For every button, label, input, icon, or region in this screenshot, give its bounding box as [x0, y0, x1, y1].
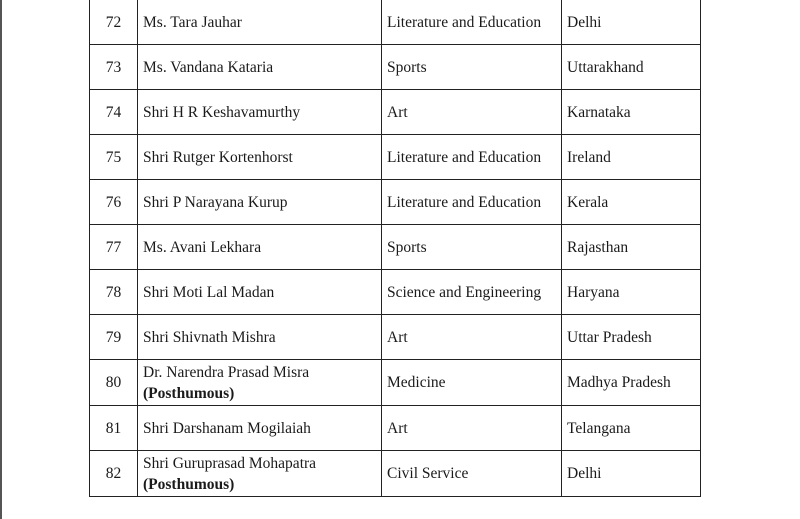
awardee-name: Ms. Vandana Kataria [143, 58, 274, 76]
field-cell [382, 315, 562, 360]
table-row [90, 406, 701, 451]
field-cell [382, 270, 562, 315]
field-cell [382, 45, 562, 90]
field-name: Science and Engineering [387, 283, 542, 301]
state-name: Uttarakhand [567, 58, 644, 76]
serial-number-cell [90, 270, 138, 315]
name-cell [138, 406, 382, 451]
name-cell [138, 315, 382, 360]
state-name: Kerala [567, 193, 609, 211]
serial-number: 81 [105, 419, 122, 437]
field-cell [382, 225, 562, 270]
name-cell [138, 225, 382, 270]
state-cell [562, 45, 701, 90]
serial-number: 80 [105, 374, 122, 391]
table-row [90, 90, 701, 135]
table-row [90, 135, 701, 180]
state-name: Madhya Pradesh [567, 374, 671, 391]
name-cell [138, 0, 382, 45]
posthumous-note: (Posthumous) [143, 475, 235, 493]
state-name: Karnataka [567, 103, 631, 121]
state-cell [562, 180, 701, 225]
state-cell [562, 270, 701, 315]
field-name: Art [387, 103, 408, 121]
awardee-name: Dr. Narendra Prasad Misra [143, 363, 310, 381]
state-cell [562, 90, 701, 135]
serial-number: 77 [105, 238, 122, 256]
field-name: Literature and Education [387, 148, 542, 166]
awardee-name: Shri Darshanam Mogilaiah [143, 419, 311, 437]
state-name: Ireland [567, 148, 611, 166]
name-cell [138, 360, 382, 406]
serial-number-cell [90, 451, 138, 497]
serial-number: 72 [105, 13, 122, 31]
serial-number-cell [90, 360, 138, 406]
name-cell [138, 45, 382, 90]
serial-number-cell [90, 225, 138, 270]
posthumous-note: (Posthumous) [143, 384, 235, 402]
serial-number-cell [90, 406, 138, 451]
state-cell [562, 451, 701, 497]
awardee-name: Shri Rutger Kortenhorst [143, 148, 293, 166]
field-name: Medicine [387, 374, 446, 391]
name-cell [138, 135, 382, 180]
serial-number: 74 [105, 103, 122, 121]
field-cell [382, 360, 562, 406]
name-cell [138, 90, 382, 135]
serial-number-cell [90, 315, 138, 360]
serial-number: 75 [105, 148, 122, 166]
table-row [90, 180, 701, 225]
state-name: Uttar Pradesh [567, 328, 652, 346]
state-name: Delhi [567, 13, 602, 31]
serial-number: 76 [105, 193, 122, 211]
serial-number-cell [90, 180, 138, 225]
field-name: Literature and Education [387, 193, 542, 211]
table-row [90, 360, 701, 406]
state-name: Telangana [567, 419, 631, 437]
field-cell [382, 135, 562, 180]
awardees-table [89, 0, 701, 497]
state-cell [562, 360, 701, 406]
name-cell [138, 451, 382, 497]
field-cell [382, 180, 562, 225]
awardee-name: Shri Guruprasad Mohapatra [143, 454, 317, 472]
state-name: Haryana [567, 283, 620, 301]
field-cell [382, 406, 562, 451]
awardee-name: Ms. Avani Lekhara [143, 238, 262, 256]
field-name: Sports [387, 58, 427, 76]
awardee-name: Ms. Tara Jauhar [143, 13, 242, 31]
state-cell [562, 0, 701, 45]
serial-number-cell [90, 0, 138, 45]
awardees-table-body [90, 0, 701, 497]
field-cell [382, 0, 562, 45]
serial-number: 82 [105, 465, 122, 482]
field-cell [382, 90, 562, 135]
state-name: Rajasthan [567, 238, 629, 256]
table-row [90, 451, 701, 497]
state-cell [562, 406, 701, 451]
table-row [90, 315, 701, 360]
serial-number: 79 [105, 328, 122, 346]
state-name: Delhi [567, 465, 602, 482]
name-cell [138, 180, 382, 225]
field-name: Art [387, 419, 408, 437]
serial-number: 78 [105, 283, 122, 301]
state-cell [562, 225, 701, 270]
field-name: Literature and Education [387, 13, 542, 31]
serial-number-cell [90, 45, 138, 90]
serial-number: 73 [105, 58, 122, 76]
awardee-name: Shri Shivnath Mishra [143, 328, 276, 346]
field-cell [382, 451, 562, 497]
state-cell [562, 315, 701, 360]
table-row [90, 270, 701, 315]
table-row [90, 45, 701, 90]
page-left-border [0, 0, 2, 519]
state-cell [562, 135, 701, 180]
field-name: Civil Service [387, 465, 469, 482]
awardee-name: Shri Moti Lal Madan [143, 283, 275, 301]
serial-number-cell [90, 90, 138, 135]
serial-number-cell [90, 135, 138, 180]
field-name: Art [387, 328, 408, 346]
awardee-name: Shri P Narayana Kurup [143, 193, 288, 211]
table-row [90, 0, 701, 45]
field-name: Sports [387, 238, 427, 256]
name-cell [138, 270, 382, 315]
table-row [90, 225, 701, 270]
awardee-name: Shri H R Keshavamurthy [143, 103, 301, 121]
